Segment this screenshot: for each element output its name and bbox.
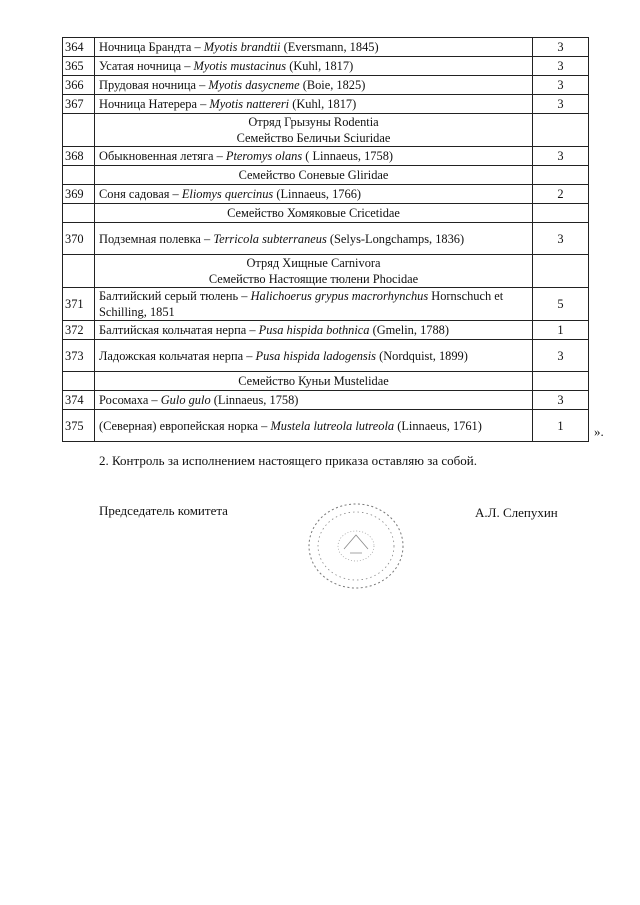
species-russian-name: Ночница Натерера –	[99, 97, 210, 111]
category-value: 3	[533, 95, 589, 114]
species-latin-name: Terricola subterraneus	[213, 231, 327, 246]
species-author: (Linnaeus, 1761)	[394, 418, 482, 433]
species-row	[63, 38, 589, 57]
species-row	[63, 147, 589, 166]
taxon-heading-line: Семейство Соневые Gliridae	[238, 168, 389, 182]
taxon-heading-cell	[95, 372, 533, 391]
taxon-heading-line: Отряд Хищные Carnivora	[246, 256, 381, 270]
row-number: 366	[63, 76, 95, 95]
taxon-heading-row	[63, 372, 589, 391]
species-russian-name: Балтийский серый тюлень –	[99, 289, 251, 303]
row-number: 371	[63, 288, 95, 321]
species-table	[62, 37, 589, 442]
taxon-heading-row	[63, 204, 589, 223]
species-latin-name: Pusa hispida ladogensis	[255, 348, 376, 363]
taxon-heading-line: Семейство Куньи Mustelidae	[238, 374, 389, 388]
row-number: 373	[63, 340, 95, 372]
species-author: (Selys-Longchamps, 1836)	[326, 231, 465, 246]
category-value: 3	[533, 391, 589, 410]
category-value: 3	[533, 223, 589, 255]
row-number: 364	[63, 38, 95, 57]
species-name-cell	[95, 95, 533, 114]
species-row	[63, 340, 589, 372]
row-number: 372	[63, 321, 95, 340]
species-russian-name: Балтийская кольчатая нерпа –	[99, 323, 259, 337]
species-latin-name: Myotis brandtii	[203, 40, 281, 54]
species-row	[63, 57, 589, 76]
category-value: 2	[533, 185, 589, 204]
species-russian-name: Росомаха –	[99, 393, 161, 407]
taxon-heading-cell	[95, 166, 533, 185]
category-value: 3	[533, 147, 589, 166]
species-author: (Nordquist, 1899)	[375, 348, 468, 363]
species-russian-name: Подземная полевка –	[99, 231, 214, 246]
species-author: (Gmelin, 1788)	[369, 323, 449, 337]
species-latin-name: Pteromys olans	[225, 149, 303, 163]
category-value: 1	[533, 321, 589, 340]
species-row	[63, 391, 589, 410]
category-cell	[533, 114, 589, 147]
taxon-heading-line: Отряд Грызуны Rodentia	[248, 115, 379, 129]
taxon-heading-cell	[95, 204, 533, 223]
species-name-cell	[95, 76, 533, 95]
species-table-body	[63, 38, 589, 442]
species-row	[63, 223, 589, 255]
category-cell	[533, 166, 589, 185]
row-number: 367	[63, 95, 95, 114]
row-number: 370	[63, 223, 95, 255]
category-value: 3	[533, 57, 589, 76]
row-number: 374	[63, 391, 95, 410]
species-author: Hornschuch et Schilling, 1851	[99, 289, 504, 319]
species-row	[63, 321, 589, 340]
row-number: 365	[63, 57, 95, 76]
species-latin-name: Halichoerus grypus macrorhynchus	[250, 289, 429, 303]
species-latin-name: Pusa hispida bothnica	[258, 323, 370, 337]
species-russian-name: Соня садовая –	[99, 187, 182, 201]
species-author: (Linnaeus, 1766)	[273, 187, 362, 201]
species-name-cell	[95, 147, 533, 166]
species-name-cell	[95, 57, 533, 76]
species-latin-name: Myotis nattereri	[209, 97, 290, 111]
category-value: 3	[533, 38, 589, 57]
closing-quote: ».	[594, 424, 604, 439]
species-russian-name: Ладожская кольчатая нерпа –	[99, 348, 256, 363]
row-number-cell	[63, 204, 95, 223]
species-row	[63, 185, 589, 204]
species-name-cell	[95, 38, 533, 57]
taxon-heading-line: Семейство Беличьи Sciuridae	[236, 131, 391, 145]
species-author: (Kuhl, 1817)	[289, 97, 357, 111]
category-value: 3	[533, 76, 589, 95]
species-latin-name: Eliomys quercinus	[181, 187, 274, 201]
row-number-cell	[63, 372, 95, 391]
row-number-cell	[63, 255, 95, 288]
species-latin-name: Mustela lutreola lutreola	[270, 418, 395, 433]
category-cell	[533, 372, 589, 391]
row-number: 369	[63, 185, 95, 204]
taxon-heading-cell	[95, 114, 533, 147]
species-latin-name: Myotis dasycneme	[208, 78, 300, 92]
species-row	[63, 95, 589, 114]
official-seal-stamp	[306, 501, 406, 591]
control-paragraph: 2. Контроль за исполнением настоящего приказа оставляю за собой.	[99, 453, 477, 468]
species-author: (Linnaeus, 1758)	[210, 393, 299, 407]
row-number: 375	[63, 410, 95, 442]
species-name-cell	[95, 223, 533, 255]
species-author: (Eversmann, 1845)	[280, 40, 379, 54]
category-value: 5	[533, 288, 589, 321]
species-latin-name: Gulo gulo	[160, 393, 211, 407]
species-author: (Boie, 1825)	[299, 78, 366, 92]
species-name-cell	[95, 288, 533, 321]
taxon-heading-line: Семейство Настоящие тюлени Phocidae	[208, 272, 419, 286]
species-name-cell	[95, 321, 533, 340]
signatory-title: Председатель комитета	[99, 503, 228, 518]
category-value: 1	[533, 410, 589, 442]
species-row	[63, 410, 589, 442]
species-name-cell	[95, 391, 533, 410]
species-latin-name: Myotis mustacinus	[193, 59, 287, 73]
taxon-heading-line: Семейство Хомяковые Cricetidae	[227, 206, 400, 220]
species-name-cell	[95, 410, 533, 442]
taxon-heading-row	[63, 166, 589, 185]
row-number-cell	[63, 166, 95, 185]
category-value: 3	[533, 340, 589, 372]
species-row	[63, 76, 589, 95]
species-name-cell	[95, 340, 533, 372]
species-russian-name: Усатая ночница –	[99, 59, 194, 73]
species-name-cell	[95, 185, 533, 204]
taxon-heading-cell	[95, 255, 533, 288]
taxon-heading-row	[63, 114, 589, 147]
species-author: (Kuhl, 1817)	[286, 59, 354, 73]
taxon-heading-row	[63, 255, 589, 288]
row-number-cell	[63, 114, 95, 147]
species-row	[63, 288, 589, 321]
species-author: ( Linnaeus, 1758)	[302, 149, 394, 163]
row-number: 368	[63, 147, 95, 166]
category-cell	[533, 204, 589, 223]
species-russian-name: (Северная) европейская норка –	[99, 418, 271, 433]
category-cell	[533, 255, 589, 288]
signatory-name: А.Л. Слепухин	[475, 505, 558, 520]
species-russian-name: Обыкновенная летяга –	[99, 149, 226, 163]
species-russian-name: Ночница Брандта –	[99, 40, 204, 54]
species-russian-name: Прудовая ночница –	[99, 78, 209, 92]
